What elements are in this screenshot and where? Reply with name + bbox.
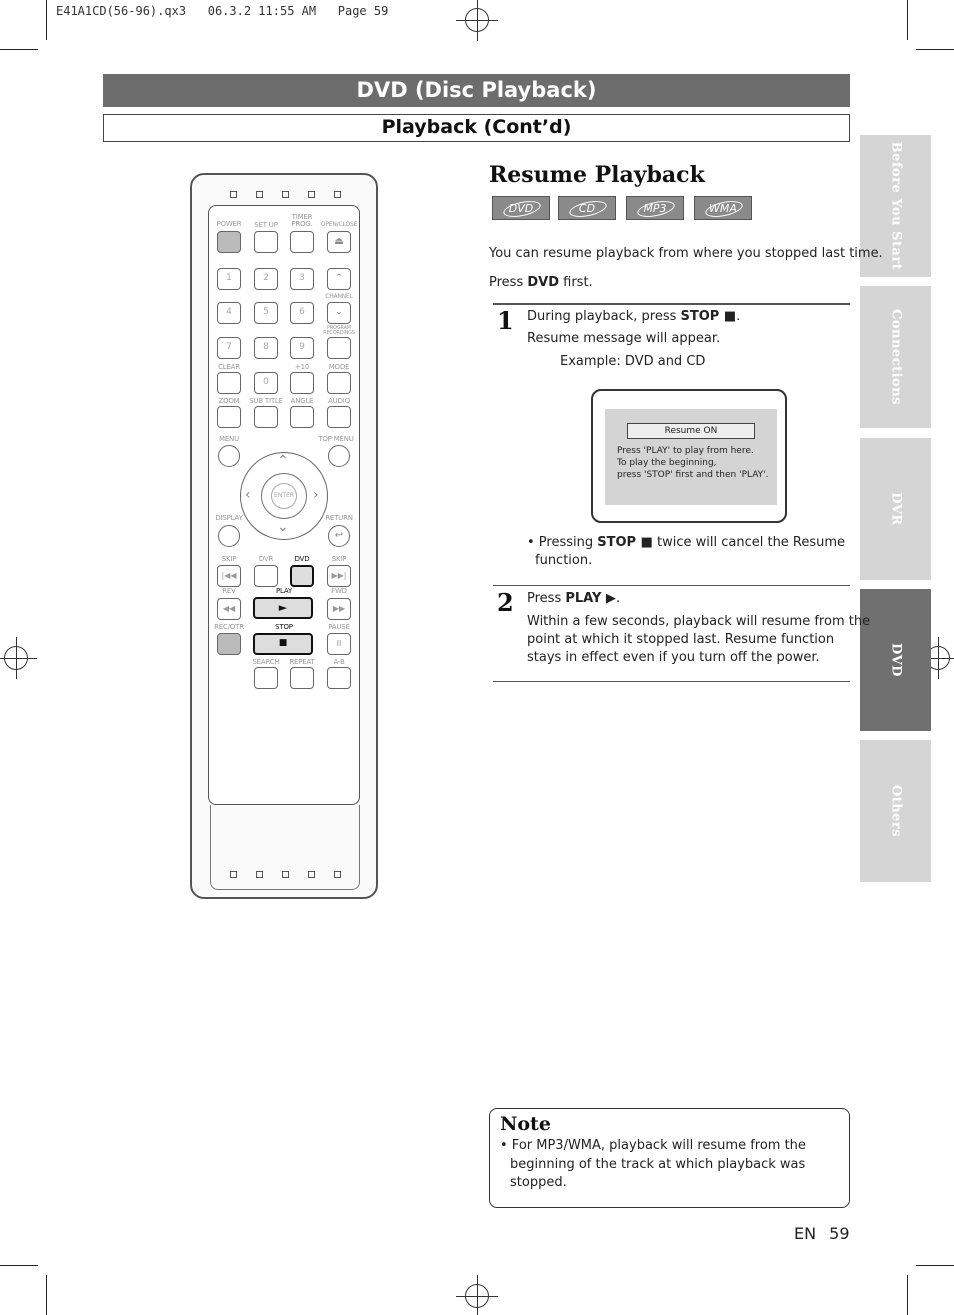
zoom-button	[217, 406, 241, 428]
remote-led	[230, 191, 237, 198]
remote-label-setup: SET UP	[254, 221, 278, 229]
tv-screen	[605, 409, 777, 505]
program-button	[327, 337, 351, 359]
remote-led	[308, 191, 315, 198]
section-title: Resume Playback	[489, 162, 705, 188]
arrow-down-icon: ⌄	[277, 519, 289, 535]
channel-down-button	[327, 302, 351, 324]
remote-label-search: SEARCH	[252, 658, 280, 666]
print-slug: E41A1CD(56-96).qx3 06.3.2 11:55 AM Page 59	[56, 4, 389, 18]
divider	[493, 585, 850, 586]
dvd-button	[290, 565, 314, 587]
skip-forward-button	[327, 565, 351, 587]
ab-repeat-button	[327, 667, 351, 689]
step2-instruction: Press PLAY ▶.	[527, 591, 621, 606]
repeat-button	[290, 667, 314, 689]
remote-led	[256, 191, 263, 198]
section-banner: Playback (Cont’d)	[103, 114, 850, 142]
fast-forward-button	[327, 598, 351, 620]
remote-label-timer: TIMER PROG.	[291, 213, 313, 228]
crop-mark	[916, 1265, 954, 1266]
step2-detail-line: Within a few seconds, playback will resume from the	[527, 614, 871, 629]
stop-button: ■	[253, 633, 313, 655]
divider	[493, 681, 850, 682]
plus10-button	[290, 372, 314, 394]
remote-label-play: PLAY	[275, 587, 292, 595]
remote-label-skip-fwd: SKIP	[331, 555, 347, 563]
digit-button: 9	[290, 337, 314, 359]
digit-button: 0	[254, 372, 278, 394]
remote-label-pause: PAUSE	[328, 623, 350, 631]
crop-mark	[907, 1275, 908, 1315]
pause-icon: II	[336, 639, 342, 648]
cancel-resume-bullet-cont: function.	[535, 553, 593, 568]
remote-led	[230, 871, 237, 878]
crop-mark	[0, 1265, 38, 1266]
remote-led	[308, 871, 315, 878]
remote-label-mode: MODE	[328, 363, 350, 371]
remote-label-fwd: FWD	[331, 587, 347, 595]
timer-prog-button	[290, 231, 314, 253]
intro-text: You can resume playback from where you stopped last time.	[489, 246, 883, 261]
side-tab-before-you-start: Before You Start	[860, 135, 931, 277]
top-menu-button	[328, 445, 350, 467]
remote-label-skip-back: SKIP	[221, 555, 237, 563]
resume-on-box: Resume ON	[627, 423, 755, 439]
step1-example: Example: DVD and CD	[560, 354, 706, 369]
remote-label-ab: A-B	[333, 658, 345, 666]
remote-label-rec-otr: REC/OTR	[214, 623, 244, 631]
mode-button	[327, 372, 351, 394]
registration-mark	[4, 646, 28, 670]
rewind-icon: ◀◀	[222, 604, 236, 613]
remote-label-plus10: +10	[294, 363, 310, 371]
press-dvd-text: Press DVD first.	[489, 275, 593, 290]
remote-label-dvd: DVD	[294, 555, 310, 563]
remote-led	[256, 871, 263, 878]
registration-mark	[465, 1284, 489, 1308]
subtitle-button	[254, 406, 278, 428]
digit-button: 6	[290, 302, 314, 324]
menu-button	[218, 445, 240, 467]
cancel-resume-bullet: • Pressing STOP ■ twice will cancel the Resume	[527, 535, 846, 550]
tv-screen-illustration	[591, 389, 787, 523]
digit-button: 4	[217, 302, 241, 324]
remote-label-angle: ANGLE	[290, 397, 314, 405]
page-number: EN 59	[794, 1224, 850, 1243]
crop-mark	[46, 1275, 47, 1315]
remote-led	[334, 191, 341, 198]
remote-led	[334, 871, 341, 878]
disc-badge-dvd: DVD	[492, 196, 550, 220]
play-button: ►	[253, 597, 313, 619]
step-number: 2	[497, 588, 514, 617]
channel-up-button	[327, 268, 351, 290]
arrow-up-icon: ⌃	[277, 453, 289, 469]
power-button	[217, 231, 241, 253]
remote-label-subtitle: SUB TITLE	[249, 397, 283, 405]
step-number: 1	[497, 306, 514, 335]
divider	[493, 303, 850, 305]
return-button	[328, 525, 350, 547]
remote-label-zoom: ZOOM	[218, 397, 240, 405]
note-body: • For MP3/WMA, playback will resume from the beginning of the track at which playback was stopped.	[500, 1138, 806, 1190]
registration-mark	[465, 8, 489, 32]
crop-mark	[907, 0, 908, 40]
remote-label-menu: MENU	[218, 435, 240, 443]
setup-button	[254, 231, 278, 253]
remote-led	[282, 191, 289, 198]
side-tab-others: Others	[860, 740, 931, 882]
resume-message: Press 'PLAY' to play from here. To play the beginning, press 'STOP' first and then 'PLAY'.	[617, 446, 769, 480]
eject-icon: ⏏	[334, 236, 344, 247]
digit-button: 3	[290, 268, 314, 290]
side-tab-dvd: DVD	[860, 589, 931, 731]
return-icon: ↩	[334, 530, 344, 541]
remote-label-return: RETURN	[325, 514, 353, 522]
disc-badge-mp3: MP3	[626, 196, 684, 220]
angle-button	[290, 406, 314, 428]
remote-label-channel: CHANNEL	[325, 293, 353, 300]
rewind-button	[217, 598, 241, 620]
open-close-button	[327, 231, 351, 253]
rec-otr-button	[217, 633, 241, 655]
remote-label-power: POWER	[216, 220, 242, 228]
digit-button: 2	[254, 268, 278, 290]
remote-label-open-close: OPEN/CLOSE	[320, 221, 358, 228]
digit-button: 8	[254, 337, 278, 359]
step1-detail: Resume message will appear.	[527, 331, 721, 346]
digit-button: 7	[217, 337, 241, 359]
remote-label-program: PROGRAM RECORDINGS	[323, 325, 355, 336]
direction-pad	[240, 452, 328, 540]
crop-mark	[0, 49, 38, 50]
step2-detail-line: stays in effect even if you turn off the power.	[527, 650, 820, 665]
crop-mark	[46, 0, 47, 40]
clear-button	[217, 372, 241, 394]
fast-forward-icon: ▶▶	[332, 604, 346, 613]
digit-button: 1	[217, 268, 241, 290]
skip-back-button	[217, 565, 241, 587]
step1-instruction: During playback, press STOP ■.	[527, 309, 741, 324]
note-box	[489, 1108, 850, 1208]
arrow-right-icon: ›	[313, 487, 319, 503]
remote-label-top-menu: TOP MENU	[318, 435, 354, 443]
skip-back-icon: |◀◀	[221, 571, 237, 580]
search-button	[254, 667, 278, 689]
crop-mark	[916, 49, 954, 50]
remote-led	[282, 871, 289, 878]
step2-detail-line: point at which it stopped last. Resume function	[527, 632, 835, 647]
side-tab-connections: Connections	[860, 286, 931, 428]
audio-button	[327, 406, 351, 428]
side-tab-dvr: DVR	[860, 438, 931, 580]
dvr-button	[254, 565, 278, 587]
chapter-banner: DVD (Disc Playback)	[103, 74, 850, 107]
display-button	[218, 525, 240, 547]
skip-forward-icon: ▶▶|	[331, 571, 347, 580]
chevron-down-icon: ⌄	[335, 307, 343, 317]
remote-label-clear: CLEAR	[218, 363, 240, 371]
remote-label-stop: STOP	[275, 623, 293, 631]
disc-badge-wma: WMA	[694, 196, 752, 220]
remote-label-repeat: REPEAT	[289, 658, 315, 666]
digit-button: 5	[254, 302, 278, 324]
note-title: Note	[500, 1113, 551, 1135]
remote-label-display: DISPLAY	[215, 514, 243, 522]
enter-button: ENTER	[271, 483, 297, 509]
disc-badge-cd: CD	[558, 196, 616, 220]
chevron-up-icon: ⌃	[335, 273, 343, 283]
remote-label-rev: REV	[222, 587, 236, 595]
pause-button	[327, 633, 351, 655]
remote-label-audio: AUDIO	[328, 397, 350, 405]
arrow-left-icon: ‹	[245, 487, 251, 503]
remote-label-dvr: DVR	[258, 555, 274, 563]
